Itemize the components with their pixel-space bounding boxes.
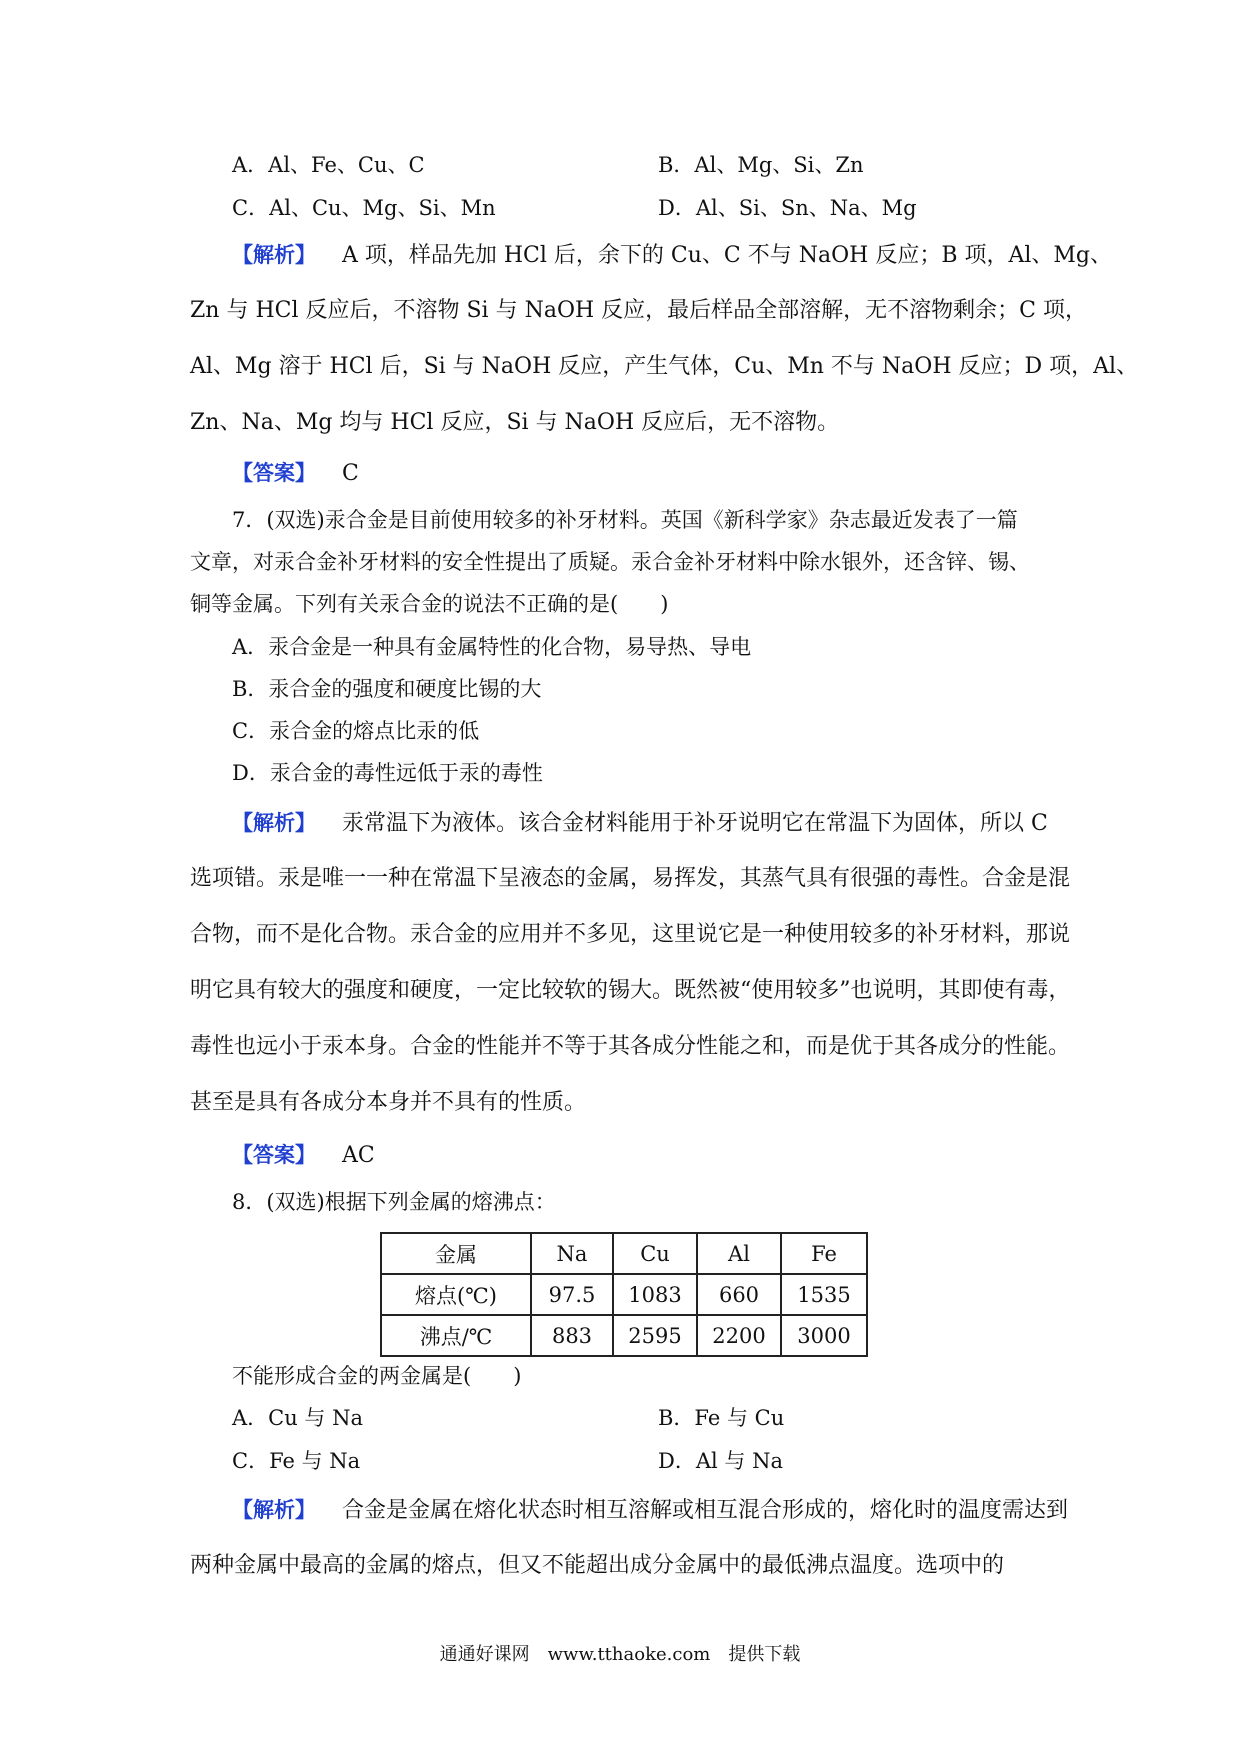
table-row bbox=[381, 1274, 867, 1315]
q6-analysis-line-3: Al、Mg 溶于 HCl 后，Si 与 NaOH 反应，产生气体，Cu、Mn 不与 NaOH 反应；D 项，Al、 bbox=[190, 354, 1139, 379]
q7-stem-line-2: 文章，对汞合金补牙材料的安全性提出了质疑。汞合金补牙材料中除水银外，还含锌、锡、 bbox=[190, 550, 1030, 574]
q6-analysis-tag: 【解析】 bbox=[232, 243, 316, 267]
q7-stem-line-3: 铜等金属。下列有关汞合金的说法不正确的是( ) bbox=[190, 592, 669, 616]
q8-question: 不能形成合金的两金属是( ) bbox=[232, 1364, 522, 1388]
melting-boiling-table bbox=[380, 1232, 868, 1357]
q8-analysis-line-2: 两种金属中最高的金属的熔点，但又不能超出成分金属中的最低沸点温度。选项中的 bbox=[190, 1553, 1005, 1578]
q6-option-d: D．Al、Si、Sn、Na、Mg bbox=[658, 196, 917, 220]
table-cell: 883 bbox=[531, 1315, 613, 1356]
table-cell: 2200 bbox=[697, 1315, 781, 1356]
table-cell: 1535 bbox=[781, 1274, 867, 1315]
table-header-cell: 金属 bbox=[381, 1233, 531, 1274]
table-header-cell: Cu bbox=[613, 1233, 697, 1274]
q7-option-c: C．汞合金的熔点比汞的低 bbox=[232, 719, 480, 743]
q7-answer-value: AC bbox=[342, 1143, 375, 1168]
q7-analysis-line-5: 毒性也远小于汞本身。合金的性能并不等于其各成分性能之和，而是优于其各成分的性能。 bbox=[190, 1034, 1071, 1059]
q6-option-c: C．Al、Cu、Mg、Si、Mn bbox=[232, 196, 496, 220]
table-cell: 660 bbox=[697, 1274, 781, 1315]
q7-option-a: A．汞合金是一种具有金属特性的化合物，易导热、导电 bbox=[232, 635, 752, 659]
q7-analysis-line-4: 明它具有较大的强度和硬度，一定比较软的锡大。既然被“使用较多”也说明，其即使有毒， bbox=[190, 978, 1071, 1003]
q7-option-d: D．汞合金的毒性远低于汞的毒性 bbox=[232, 761, 543, 785]
q6-analysis-line-2: Zn 与 HCl 反应后，不溶物 Si 与 NaOH 反应，最后样品全部溶解，无不溶物剩余；C 项， bbox=[190, 298, 1087, 323]
table-cell: 2595 bbox=[613, 1315, 697, 1356]
q7-stem-line-1: 7．(双选)汞合金是目前使用较多的补牙材料。英国《新科学家》杂志最近发表了一篇 bbox=[232, 508, 1018, 532]
table-cell: 熔点(℃) bbox=[381, 1274, 531, 1315]
q6-option-a: A．Al、Fe、Cu、C bbox=[232, 153, 425, 177]
q7-analysis-tag: 【解析】 bbox=[232, 811, 316, 835]
q7-analysis-line-6: 甚至是具有各成分本身并不具有的性质。 bbox=[190, 1090, 587, 1115]
table-cell: 97.5 bbox=[531, 1274, 613, 1315]
q8-stem: 8．(双选)根据下列金属的熔沸点： bbox=[232, 1190, 556, 1214]
table-cell: 3000 bbox=[781, 1315, 867, 1356]
page-footer: 通通好课网 www.tthaoke.com 提供下载 bbox=[439, 1644, 801, 1665]
q8-option-b: B．Fe 与 Cu bbox=[658, 1406, 785, 1430]
q8-option-a: A．Cu 与 Na bbox=[232, 1406, 364, 1430]
table-header-cell: Al bbox=[697, 1233, 781, 1274]
q6-analysis-line-1: 【解析】 A 项，样品先加 HCl 后，余下的 Cu、C 不与 NaOH 反应；B 项，Al、Mg、 bbox=[232, 243, 1113, 268]
q7-answer bbox=[232, 1140, 375, 1171]
table-row bbox=[381, 1315, 867, 1356]
q6-answer-tag: 【答案】 bbox=[232, 461, 316, 485]
q8-analysis-tag: 【解析】 bbox=[232, 1498, 316, 1522]
table-cell: 沸点/℃ bbox=[381, 1315, 531, 1356]
q8-option-c: C．Fe 与 Na bbox=[232, 1449, 361, 1473]
q8-analysis-line-1: 【解析】 合金是金属在熔化状态时相互溶解或相互混合形成的，熔化时的温度需达到 bbox=[232, 1498, 1069, 1523]
q8-option-d: D．Al 与 Na bbox=[658, 1449, 783, 1473]
table-header-cell: Na bbox=[531, 1233, 613, 1274]
q6-answer-value: C bbox=[342, 461, 359, 486]
q7-option-b: B．汞合金的强度和硬度比锡的大 bbox=[232, 677, 542, 701]
table-header-row bbox=[381, 1233, 867, 1274]
q6-analysis-line-4: Zn、Na、Mg 均与 HCl 反应，Si 与 NaOH 反应后，无不溶物。 bbox=[190, 410, 840, 435]
table-cell: 1083 bbox=[613, 1274, 697, 1315]
q7-analysis-line-3: 合物，而不是化合物。汞合金的应用并不多见，这里说它是一种使用较多的补牙材料，那说 bbox=[190, 922, 1071, 947]
q7-analysis-line-2: 选项错。汞是唯一一种在常温下呈液态的金属，易挥发，其蒸气具有很强的毒性。合金是混 bbox=[190, 866, 1071, 891]
table-header-cell: Fe bbox=[781, 1233, 867, 1274]
q7-answer-tag: 【答案】 bbox=[232, 1143, 316, 1167]
q6-option-b: B．Al、Mg、Si、Zn bbox=[658, 153, 864, 177]
q6-answer bbox=[232, 458, 359, 489]
q7-analysis-line-1: 【解析】 汞常温下为液体。该合金材料能用于补牙说明它在常温下为固体，所以 C bbox=[232, 811, 1048, 836]
